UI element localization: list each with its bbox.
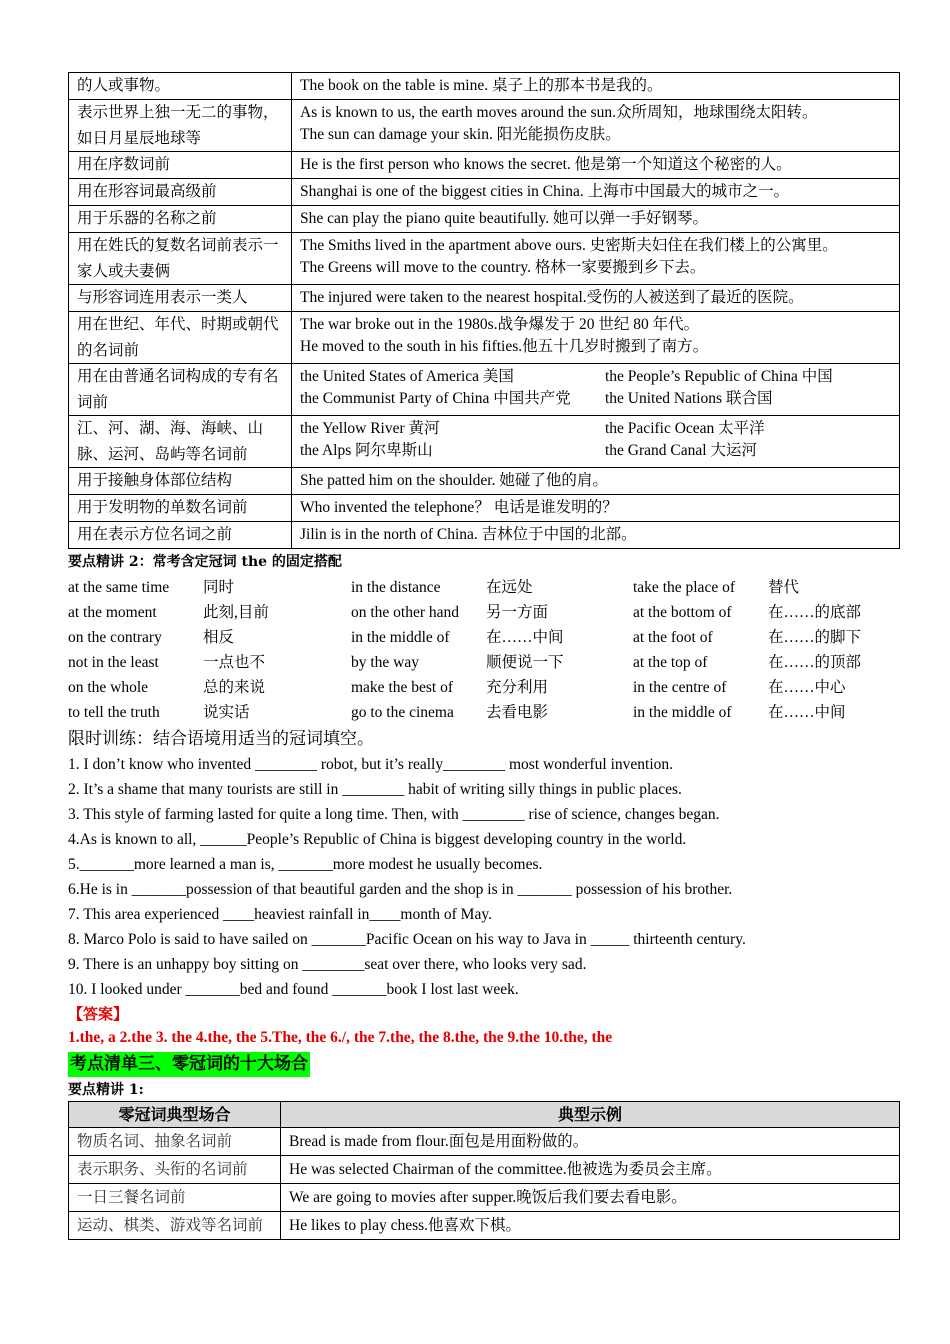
answer-label: 【答案】 (68, 1005, 129, 1023)
column-header: 典型示例 (281, 1102, 900, 1128)
usage-cell: 一日三餐名词前 (69, 1184, 281, 1212)
fixed-phrases-grid: at the same time 同时 in the distance 在远处 take the place of 替代 at the moment 此刻,目前 on the other hand 另一方面 at the bottom of 在……的底部 on the contrary 相反 in the middle of 在……中间 at the foot of 在……的脚下 not in the least 一点也不 by the way 顺便说一下 at the top of 在……的顶部 on the whole 总的来说 make the best of 充分利用 in the centre of 在……中心 to tell the truth 说实话 go to the cinema 去看电影 in the middle of 在……中间 (68, 579, 862, 721)
example-cell: She patted him on the shoulder. 她碰了他的肩。 (292, 468, 900, 495)
example-cell: Bread is made from flour.面包是用面粉做的。 (281, 1128, 900, 1156)
usage-cell: 与形容词连用表示一类人 (69, 285, 292, 312)
table-row (69, 152, 900, 179)
example-cell: The Smiths lived in the apartment above ours. 史密斯夫妇住在我们楼上的公寓里。 The Greens will move to the country. 格林一家要搬到乡下去。 (292, 233, 900, 285)
example-cell: The injured were taken to the nearest hospital.受伤的人被送到了最近的医院。 (292, 285, 900, 312)
table-header-row (69, 1102, 900, 1128)
usage-cell: 表示世界上独一无二的事物，如日月星辰地球等 (69, 100, 292, 152)
question-item: 2. It’s a shame that many tourists are still in ________ habit of writing silly things in public places. (68, 781, 682, 798)
table-row (69, 233, 900, 285)
column-header: 零冠词典型场合 (69, 1102, 281, 1128)
table-row (69, 206, 900, 233)
table-row (69, 73, 900, 100)
question-item: 10. I looked under _______bed and found _______book I lost last week. (68, 981, 519, 998)
usage-cell: 用在由普通名词构成的专有名词前 (69, 364, 292, 416)
table-row (69, 179, 900, 206)
usage-cell: 江、河、湖、海、海峡、山脉、运河、岛屿等名词前 (69, 416, 292, 468)
question-item: 6.He is in _______possession of that beautiful garden and the shop is in _______ possession of his brother. (68, 881, 733, 898)
table-row (69, 364, 900, 416)
usage-cell: 用在表示方位名词之前 (69, 522, 292, 549)
usage-cell: 用在姓氏的复数名词前表示一家人或夫妻俩 (69, 233, 292, 285)
question-item: 8. Marco Polo is said to have sailed on _______Pacific Ocean on his way to Java in _____ thirteenth century. (68, 931, 746, 948)
example-cell: We are going to movies after supper.晚饭后我们要去看电影。 (281, 1184, 900, 1212)
example-cell: She can play the piano quite beautifully. 她可以弹一手好钢琴。 (292, 206, 900, 233)
usage-cell: 用在形容词最高级前 (69, 179, 292, 206)
table-row (69, 312, 900, 364)
example-cell: As is known to us, the earth moves around the sun.众所周知，地球围绕太阳转。 The sun can damage your skin. 阳光能损伤皮肤。 (292, 100, 900, 152)
example-cell: Who invented the telephone？ 电话是谁发明的？ (292, 495, 900, 522)
example-cell: He was selected Chairman of the committee.他被选为委员会主席。 (281, 1156, 900, 1184)
usage-cell: 用于接触身体部位结构 (69, 468, 292, 495)
usage-cell: 表示职务、头衔的名词前 (69, 1156, 281, 1184)
table-row (69, 100, 900, 152)
answer-key: 1.the, a 2.the 3. the 4.the, the 5.The, the 6./, the 7.the, the 8.the, the 9.the 10.the, the (68, 1029, 613, 1046)
example-cell: the United States of America 美国 the People’s Republic of China 中国 the Communist Party of China 中国共产党 the United Nations 联合国 (292, 364, 900, 416)
practice-title: 限时训练：结合语境用适当的冠词填空。 (68, 729, 374, 749)
question-item: 1. I don’t know who invented ________ robot, but it’s really________ most wonderful invention. (68, 756, 674, 773)
example-cell: Shanghai is one of the biggest cities in China. 上海市中国最大的城市之一。 (292, 179, 900, 206)
definite-article-usage-table (68, 72, 900, 549)
example-cell: He likes to play chess.他喜欢下棋。 (281, 1212, 900, 1240)
usage-cell: 用在世纪、年代、时期或朝代的名词前 (69, 312, 292, 364)
table-row (69, 522, 900, 549)
example-cell: the Yellow River 黄河 the Pacific Ocean 太平洋 the Alps 阿尔卑斯山 the Grand Canal 大运河 (292, 416, 900, 468)
usage-cell: 用于乐器的名称之前 (69, 206, 292, 233)
example-cell: He is the first person who knows the secret. 他是第一个知道这个秘密的人。 (292, 152, 900, 179)
table-row (69, 285, 900, 312)
table-row (69, 1212, 900, 1240)
zero-article-table (68, 1101, 900, 1240)
example-cell: The war broke out in the 1980s.战争爆发于 20 世纪 80 年代。 He moved to the south in his fifties.他五十几岁时搬到了南方。 (292, 312, 900, 364)
question-item: 9. There is an unhappy boy sitting on ________seat over there, who looks very sad. (68, 956, 587, 973)
usage-cell: 用在序数词前 (69, 152, 292, 179)
table-row (69, 1128, 900, 1156)
section-3-title: 考点清单三、零冠词的十大场合 (68, 1052, 310, 1077)
table-row (69, 495, 900, 522)
usage-cell: 用于发明物的单数名词前 (69, 495, 292, 522)
table-row (69, 1184, 900, 1212)
table-row (69, 468, 900, 495)
example-cell: The book on the table is mine. 桌子上的那本书是我的。 (292, 73, 900, 100)
document-page (68, 72, 900, 1240)
question-list (68, 752, 900, 1002)
section-heading-3: 要点精讲 1: (68, 1082, 144, 1098)
question-item: 7. This area experienced ____heaviest rainfall in____month of May. (68, 906, 492, 923)
table-row (69, 1156, 900, 1184)
question-item: 3. This style of farming lasted for quite a long time. Then, with ________ rise of science, changes began. (68, 806, 720, 823)
section-heading-2: 要点精讲 2：常考含定冠词 the 的固定搭配 (68, 554, 342, 570)
table-row (69, 416, 900, 468)
usage-cell: 物质名词、抽象名词前 (69, 1128, 281, 1156)
usage-cell: 的人或事物。 (69, 73, 292, 100)
question-item: 5._______more learned a man is, _______more modest he usually becomes. (68, 856, 543, 873)
usage-cell: 运动、棋类、游戏等名词前 (69, 1212, 281, 1240)
question-item: 4.As is known to all, ______People’s Republic of China is biggest developing country in the world. (68, 831, 687, 848)
example-cell: Jilin is in the north of China. 吉林位于中国的北部。 (292, 522, 900, 549)
